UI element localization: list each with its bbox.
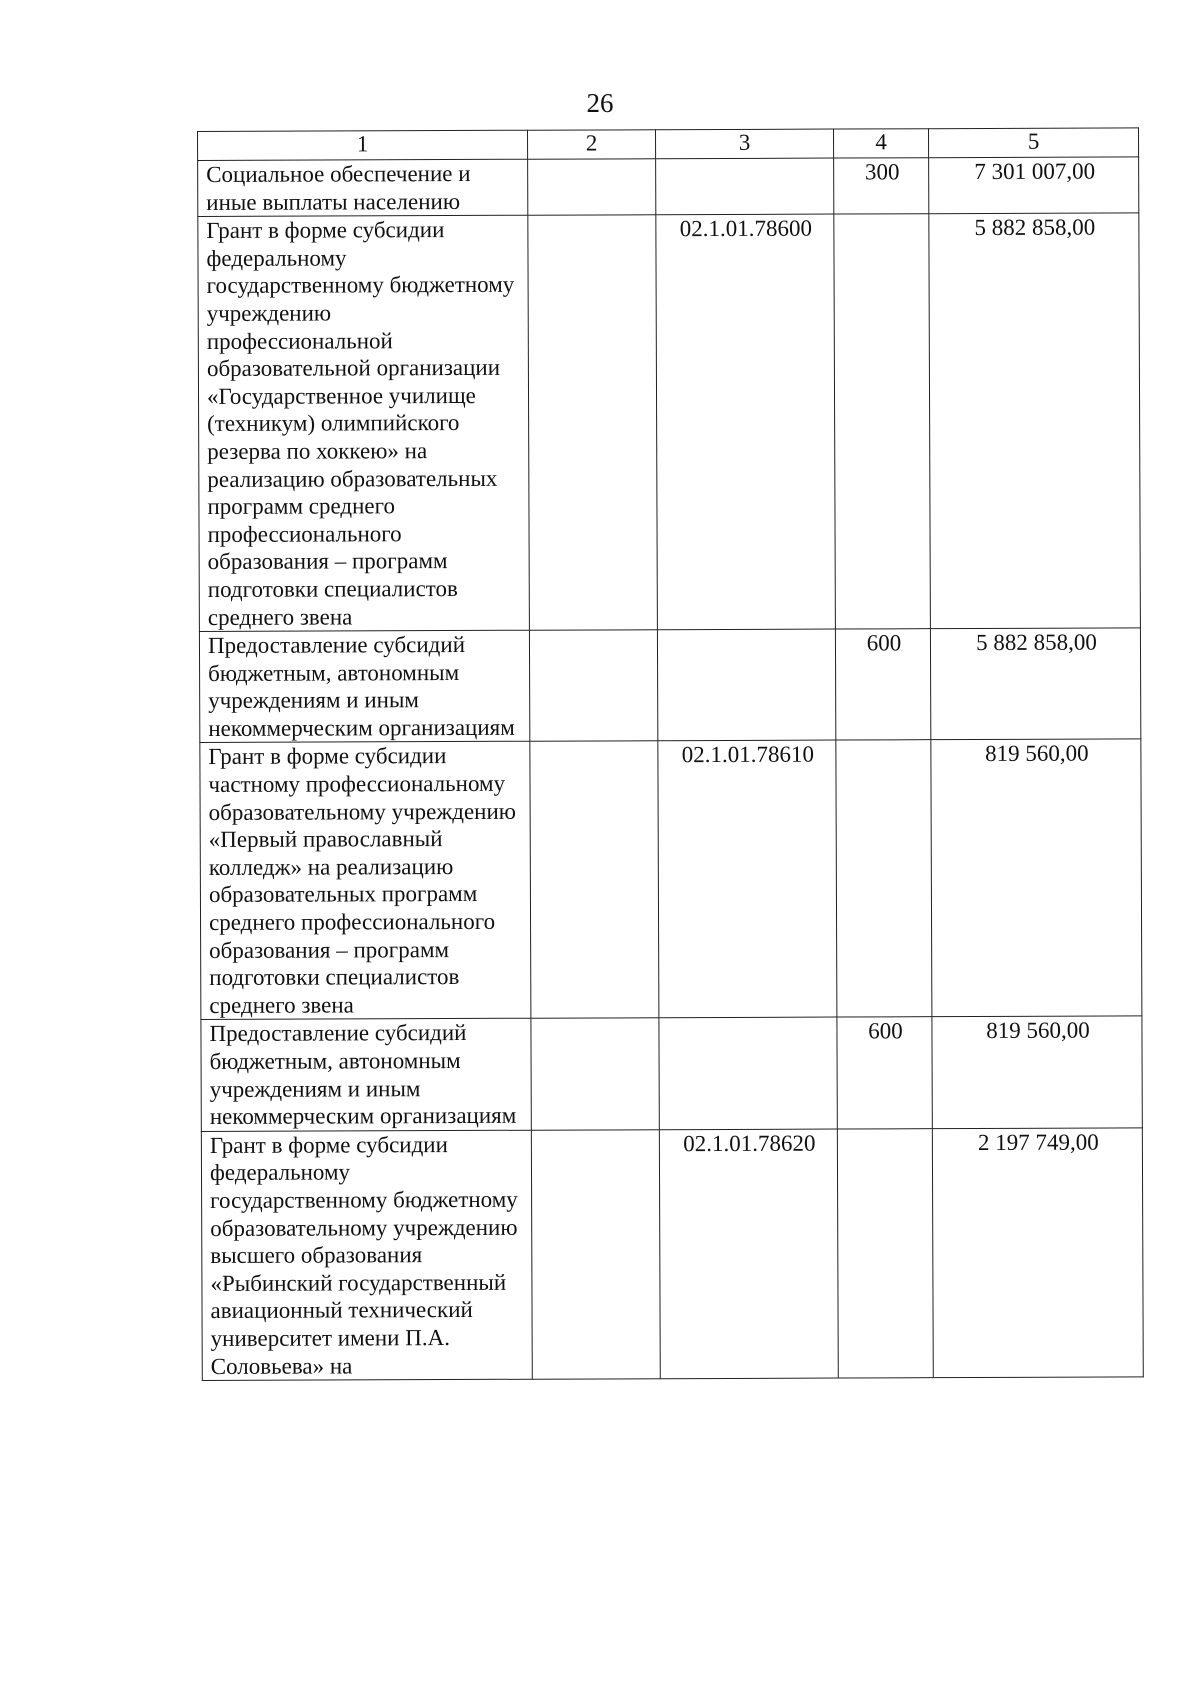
header-col-1: 1	[198, 130, 528, 160]
row-expense-type	[837, 1128, 933, 1378]
row-expense-type	[834, 214, 931, 629]
row-name: Предоставление субсидий бюджетным, автономным учреждениям и иным некоммерческим организациям	[199, 630, 529, 743]
header-col-2: 2	[527, 130, 655, 159]
row-target-code	[656, 158, 834, 215]
table-row	[198, 213, 1141, 632]
table-header	[198, 128, 1139, 161]
row-amount: 7 301 007,00	[929, 157, 1139, 214]
row-amount: 819 560,00	[931, 739, 1142, 1017]
row-name: Социальное обеспечение и иные выплаты населению	[198, 159, 528, 216]
row-section	[529, 630, 657, 742]
row-section	[531, 1018, 659, 1130]
row-expense-type: 300	[834, 158, 929, 215]
table-row	[198, 157, 1139, 217]
row-target-code	[657, 629, 835, 741]
row-amount: 5 882 858,00	[929, 213, 1141, 629]
table-row	[199, 628, 1140, 743]
row-expense-type: 600	[835, 629, 930, 741]
budget-table	[197, 127, 1144, 1381]
row-amount: 819 560,00	[932, 1016, 1142, 1128]
row-target-code: 02.1.01.78610	[658, 741, 837, 1019]
row-expense-type	[836, 740, 932, 1017]
row-section	[528, 159, 656, 216]
row-expense-type: 600	[837, 1017, 932, 1129]
header-col-5: 5	[928, 128, 1138, 158]
row-name: Предоставление субсидий бюджетным, автономным учреждениям и иным некоммерческим организациям	[201, 1019, 531, 1132]
table-body	[198, 157, 1144, 1381]
row-amount: 2 197 749,00	[932, 1128, 1143, 1378]
row-target-code: 02.1.01.78600	[656, 214, 836, 630]
header-col-3: 3	[655, 129, 833, 159]
row-section	[530, 741, 659, 1018]
table-row	[200, 739, 1142, 1020]
table-row	[201, 1128, 1143, 1381]
row-amount: 5 882 858,00	[930, 628, 1140, 740]
row-section	[531, 1130, 660, 1380]
table-row	[201, 1016, 1142, 1131]
row-section	[528, 215, 658, 630]
header-col-4: 4	[833, 129, 928, 158]
row-name: Грант в форме субсидии федеральному государственному бюджетному учреждению профессиональной образовательной организации «Государственное училище (техникум) олимпийского резерва по хоккею» на реализацию образовательных программ среднего профессионального образования – программ подготовки специалистов среднего звена	[198, 215, 530, 631]
page-number: 26	[586, 88, 614, 118]
row-target-code: 02.1.01.78620	[659, 1129, 838, 1379]
row-name: Грант в форме субсидии федеральному государственному бюджетному образовательному учреждению высшего образования «Рыбинский государственный авиационный технический университет имени П.А. Соловьева» на	[201, 1130, 532, 1381]
row-name: Грант в форме субсидии частному профессиональному образовательному учреждению «Первый православный колледж» на реализацию образовательных программ среднего профессионального образования – программ подготовки специалистов среднего звена	[200, 742, 531, 1020]
header-row	[198, 128, 1139, 161]
row-target-code	[659, 1017, 837, 1129]
